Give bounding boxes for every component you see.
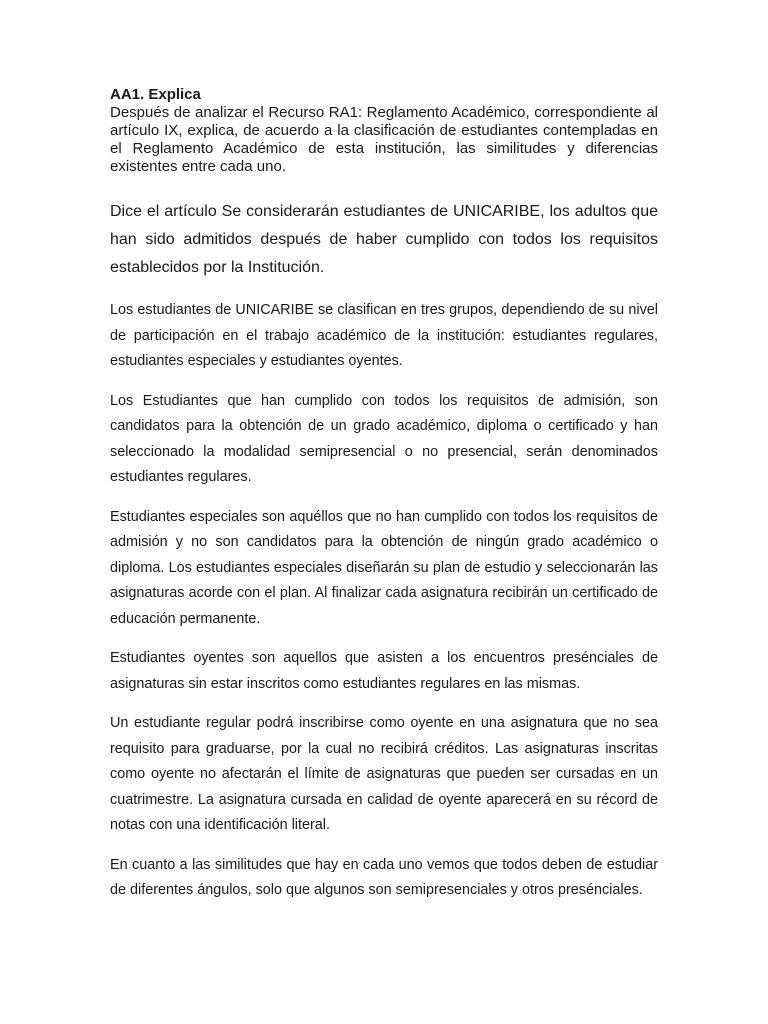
assignment-instructions: Después de analizar el Recurso RA1: Reglamento Académico, correspondiente al artículo IX, explica, de acuerdo a la clasificación de estudiantes contempladas en el Reglamento Académico de esta institución, las similitudes y diferencias existentes entre cada uno. xyxy=(110,104,658,175)
paragraph-classification: Los estudiantes de UNICARIBE se clasifican en tres grupos, dependiendo de su nivel de participación en el trabajo académico de la institución: estudiantes regulares, estudiantes especiales y estudiantes oyentes. xyxy=(110,302,658,369)
paragraph-special-students: Estudiantes especiales son aquéllos que no han cumplido con todos los requisitos de admisión y no son candidatos para la obtención de ningún grado académico o diploma. Los estudiantes especiales diseñarán su plan de estudio y seleccionarán las asignaturas acorde con el plan. Al finalizar cada asignatura recibirán un certificado de educación permanente. xyxy=(110,508,658,627)
article-quote: Dice el artículo Se considerarán estudiantes de UNICARIBE, los adultos que han sido admitidos después de haber cumplido con todos los requisitos establecidos por la Institución. xyxy=(110,203,658,276)
paragraph-listener-students: Estudiantes oyentes son aquellos que asisten a los encuentros presénciales de asignaturas sin estar inscritos como estudiantes regulares en las mismas. xyxy=(110,650,658,692)
paragraph-regular-as-listener: Un estudiante regular podrá inscribirse como oyente en una asignatura que no sea requisito para graduarse, por la cual no recibirá créditos. Las asignaturas inscritas como oyente no afectarán el límite de asignaturas que pueden ser cursadas en un cuatrimestre. La asignatura cursada en calidad de oyente aparecerá en su récord de notas con una identificación literal. xyxy=(110,715,658,833)
paragraph-similarities: En cuanto a las similitudes que hay en cada uno vemos que todos deben de estudiar de diferentes ángulos, solo que algunos son semipresenciales y otros presénciales. xyxy=(110,856,658,898)
document-page xyxy=(110,86,658,904)
paragraph-regular-students: Los Estudiantes que han cumplido con todos los requisitos de admisión, son candidatos para la obtención de un grado académico, diploma o certificado y han seleccionado la modalidad semipresencial o no presencial, serán denominados estudiantes regulares. xyxy=(110,392,658,485)
document-title: AA1. Explica xyxy=(110,86,201,103)
